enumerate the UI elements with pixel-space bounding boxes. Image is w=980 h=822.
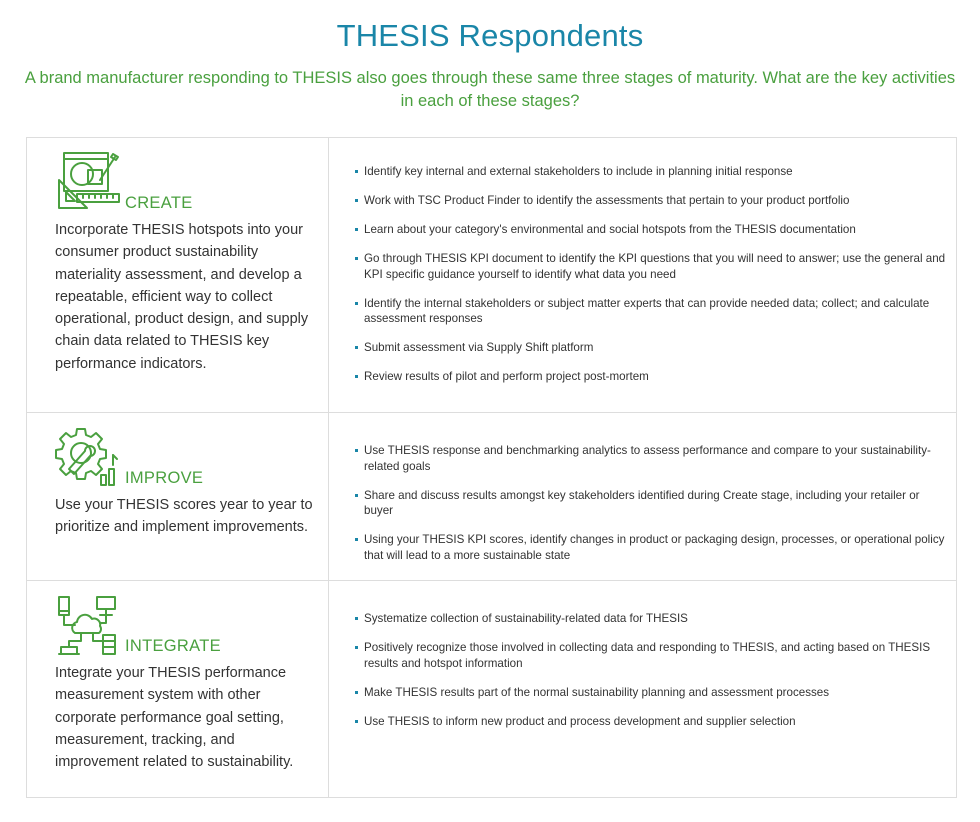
stage-description-improve: Use your THESIS scores year to year to prioritize and implement improvements. (55, 497, 313, 536)
design-tools-icon (55, 150, 121, 214)
stage-row-integrate (27, 581, 956, 797)
list-item: Identify the internal stakeholders or subject matter experts that can provide needed data; collect; and calculate assessment responses (355, 296, 948, 327)
list-item: Using your THESIS KPI scores, identify changes in product or packaging design, processes, or operational policy that will lead to a more sustainable state (355, 532, 948, 563)
list-item: Systematize collection of sustainability-related data for THESIS (355, 611, 948, 627)
stage-summary-integrate (27, 581, 329, 797)
list-item: Go through THESIS KPI document to identify the KPI questions that you will need to answer; use the general and KPI specific guidance yourself to identify what data you need (355, 251, 948, 282)
stage-header-create (55, 150, 318, 214)
stage-activities-integrate (329, 581, 956, 797)
list-item: Review results of pilot and perform project post-mortem (355, 369, 948, 385)
stage-description-create: Incorporate THESIS hotspots into your consumer product sustainability materiality assessment, and develop a repeatable, efficient way to collect operational, product design, and supply chain data related to THESIS key performance indicators. (55, 222, 309, 372)
list-item: Use THESIS to inform new product and process development and supplier selection (355, 714, 948, 730)
list-item: Submit assessment via Supply Shift platform (355, 340, 948, 356)
activity-list-integrate (355, 611, 948, 729)
stage-name-improve: IMPROVE (125, 469, 204, 487)
list-item: Identify key internal and external stakeholders to include in planning initial response (355, 164, 948, 180)
activity-list-create (355, 164, 948, 385)
stage-name-integrate: INTEGRATE (125, 637, 221, 655)
gear-wrench-chart-icon (55, 425, 121, 489)
page-subtitle: A brand manufacturer responding to THESIS also goes through these same three stages of maturity. What are the key activities in each of these stages? (24, 69, 956, 110)
stage-row-create (27, 138, 956, 413)
list-item: Work with TSC Product Finder to identify the assessments that pertain to your product portfolio (355, 193, 948, 209)
list-item: Use THESIS response and benchmarking analytics to assess performance and compare to your sustainability-related goals (355, 443, 948, 474)
activity-list-improve (355, 443, 948, 563)
stages-table (26, 137, 957, 798)
stage-activities-create (329, 138, 956, 412)
list-item: Make THESIS results part of the normal sustainability planning and assessment processes (355, 685, 948, 701)
page-title: THESIS Respondents (336, 18, 644, 53)
list-item: Positively recognize those involved in collecting data and responding to THESIS, and acting based on THESIS results and hotspot information (355, 640, 948, 671)
stage-row-improve (27, 413, 956, 581)
stage-activities-improve (329, 413, 956, 580)
stage-summary-improve (27, 413, 329, 580)
list-item: Learn about your category's environmental and social hotspots from the THESIS documentation (355, 222, 948, 238)
stage-header-integrate (55, 593, 318, 657)
cloud-network-icon (55, 593, 121, 657)
stage-header-improve (55, 425, 318, 489)
stage-description-integrate: Integrate your THESIS performance measurement system with other corporate performance goal setting, measurement, tracking, and improvement related to sustainability. (55, 665, 294, 771)
list-item: Share and discuss results amongst key stakeholders identified during Create stage, including your retailer or buyer (355, 488, 948, 519)
stage-name-create: CREATE (125, 194, 193, 212)
stage-summary-create (27, 138, 329, 412)
